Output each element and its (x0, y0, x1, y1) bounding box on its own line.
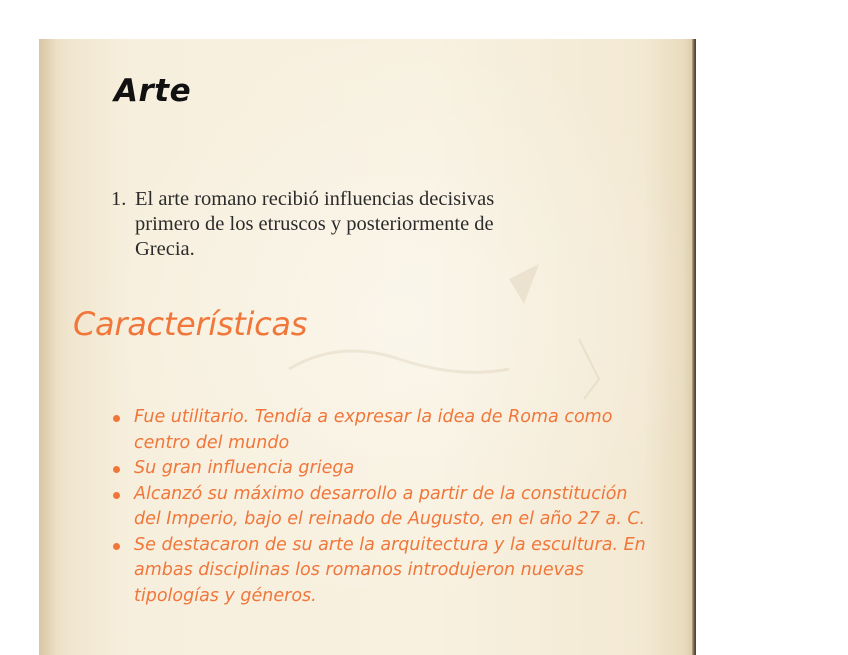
list-item (111, 187, 551, 262)
list-item (111, 456, 651, 482)
list-item (111, 405, 651, 456)
bullet-icon (113, 415, 120, 422)
intro-list (111, 187, 551, 262)
list-item (111, 533, 651, 610)
list-item-number: 1. (111, 188, 127, 210)
list-item-text: Alcanzó su máximo desarrollo a partir de la constitución del Imperio, bajo el reinado de Augusto, en el año 27 a. C. (134, 483, 646, 529)
section-title: Características (73, 305, 308, 343)
features-list (111, 405, 651, 609)
page-title: Arte (114, 73, 192, 109)
list-item (111, 482, 651, 533)
list-item-text: Su gran influencia griega (134, 458, 355, 478)
bullet-icon (113, 492, 120, 499)
parchment-page (39, 39, 696, 655)
page-edge (692, 39, 696, 655)
bullet-icon (113, 466, 120, 473)
list-item-text: Fue utilitario. Tendía a expresar la idea de Roma como centro del mundo (134, 407, 613, 453)
bullet-icon (113, 543, 120, 550)
list-item-text: El arte romano recibió influencias decisivas primero de los etruscos y posteriormente de Grecia. (135, 188, 495, 260)
list-item-text: Se destacaron de su arte la arquitectura y la escultura. En ambas disciplinas los romanos introdujeron nuevas tipologías y géneros. (134, 534, 646, 606)
